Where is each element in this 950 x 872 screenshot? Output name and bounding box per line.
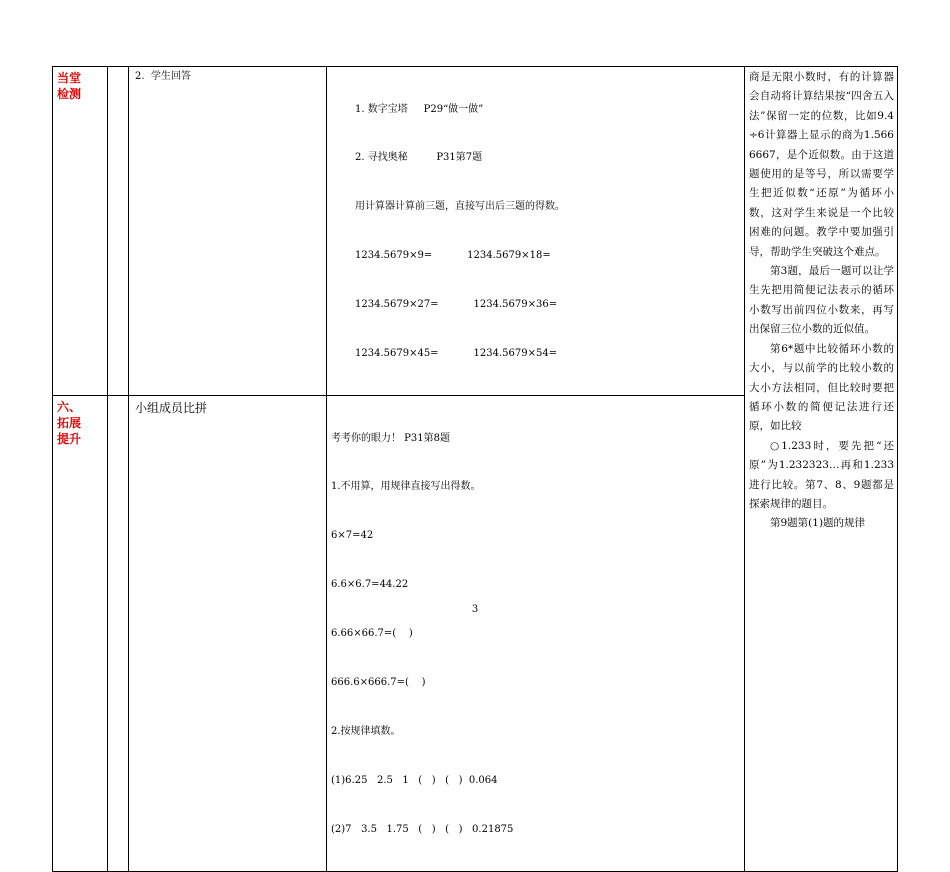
page-number: 3 <box>471 604 479 615</box>
student-activity-cell <box>129 67 327 396</box>
table-row <box>53 67 898 396</box>
content-cell <box>327 67 745 396</box>
section-cell <box>53 395 108 871</box>
student-activity-cell <box>129 395 327 871</box>
content-cell <box>327 395 745 871</box>
section-cell <box>53 67 108 396</box>
blank-cell <box>108 395 129 871</box>
blank-cell <box>108 67 129 396</box>
section-title: 六、 拓展 提升 <box>57 399 82 446</box>
lesson-plan-table <box>52 66 898 872</box>
teaching-notes: 商是无限小数时，有的计算器会自动将计算结果按“四舍五入法”保留一定的位数，比如9.4÷6计算器上显示的商为1.5666667，是个近似数。由于这道题使用的是等号，所以需要学生把近似数“还原”为循环小数，这对学生来说是一个比较困难的问题。教学中要加强引导，帮助学生突破这个难点。 第3题，最后一题可以让学生先把用简便记法表示的循环小数写出前四位小数来，再写出保留三位小数的近似值。 第6*题中比较循环小数的大小，与以前学的比较小数的大小方法相同，但比较时要把循环小数的简便记法进行还原，如比较 ○1.233时，要先把“还原”为1.232323…再和1.233进行比较。第7、8、9题都是探索规律的题目。 第9题第(1)题的规律 <box>749 71 894 530</box>
teaching-notes-cell <box>745 67 898 872</box>
exercise-content: 考考你的眼力！ P31第8题 1.不用算，用规律直接写出得数。 6×7=42 6.6×6.7=44.22 6.66×66.7=( ) 666.6×666.7=( ) 2.按规律填数。 (1)6.25 2.5 1 ( ) ( ) 0.064 (2)7 3.5 1.75 ( ) ( ) 0.21875 <box>331 432 514 835</box>
student-activity: 小组成员比拼 <box>135 400 208 415</box>
section-title: 当堂 检测 <box>57 71 82 101</box>
exercise-content: 1. 数字宝塔 P29“做一做” 2. 寻找奥秘 P31第7题 用计算器计算前三题，直接写出后三题的得数。 1234.5679×9= 1234.5679×18= 1234.5679×27= 1234.5679×36= 1234.5679×45= 1234.5679×54= <box>355 103 565 360</box>
student-activity: 2. 学生回答 <box>135 71 191 82</box>
